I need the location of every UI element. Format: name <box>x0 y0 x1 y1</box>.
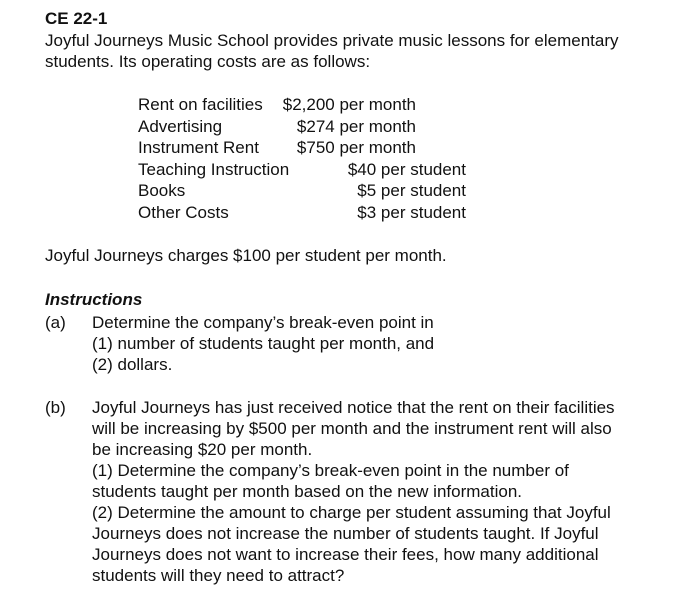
cost-row-teaching <box>138 159 478 181</box>
intro-paragraph: Joyful Journeys Music School provides private music lessons for elementary students. Its operating costs are as follows: <box>45 31 619 71</box>
cost-label: Rent on facilities <box>138 95 263 114</box>
item-body <box>92 312 652 375</box>
item-line: (1) number of students taught per month, and <box>92 334 435 353</box>
item-line: Joyful Journeys has just received notice that the rent on their facilities <box>92 398 615 417</box>
cost-row-other <box>138 202 478 224</box>
operating-costs-table <box>138 94 478 223</box>
charges-sentence: Joyful Journeys charges $100 per student per month. <box>45 246 447 265</box>
cost-amount: $3 per student <box>357 202 466 222</box>
item-line: will be increasing by $500 per month and the instrument rent will also <box>92 419 612 438</box>
item-marker: (b) <box>45 398 66 417</box>
item-body <box>92 397 652 586</box>
item-line: students taught per month based on the new information. <box>92 482 522 501</box>
item-line: Journeys does not increase the number of students taught. If Joyful <box>92 524 599 543</box>
item-line: be increasing $20 per month. <box>92 440 313 459</box>
cost-amount: $274 per month <box>296 116 416 136</box>
cost-label: Advertising <box>138 116 223 136</box>
cost-label: Instrument Rent <box>138 138 259 157</box>
cost-row-rent <box>138 94 478 116</box>
cost-label: Teaching Instruction <box>138 159 290 179</box>
item-line: (2) Determine the amount to charge per student assuming that Joyful <box>92 503 611 522</box>
instructions-heading: Instructions <box>45 290 143 309</box>
item-line: students will they need to attract? <box>92 566 345 585</box>
cost-amount: $2,200 per month <box>282 95 416 114</box>
cost-label: Books <box>138 181 186 200</box>
cost-label: Other Costs <box>138 202 229 222</box>
cost-amount: $750 per month <box>296 138 416 157</box>
cost-amount: $40 per student <box>347 159 466 179</box>
exercise-title: CE 22-1 <box>45 9 108 28</box>
cost-amount: $5 per student <box>357 181 466 200</box>
item-line: (1) Determine the company’s break-even point in the number of <box>92 461 569 480</box>
cost-row-instrument-rent <box>138 137 478 159</box>
item-line: (2) dollars. <box>92 355 173 374</box>
cost-row-books <box>138 180 478 202</box>
cost-row-advertising <box>138 116 478 138</box>
item-marker: (a) <box>45 313 66 332</box>
item-line: Journeys does not want to increase their fees, how many additional <box>92 545 599 564</box>
item-line: Determine the company’s break-even point in <box>92 313 434 332</box>
